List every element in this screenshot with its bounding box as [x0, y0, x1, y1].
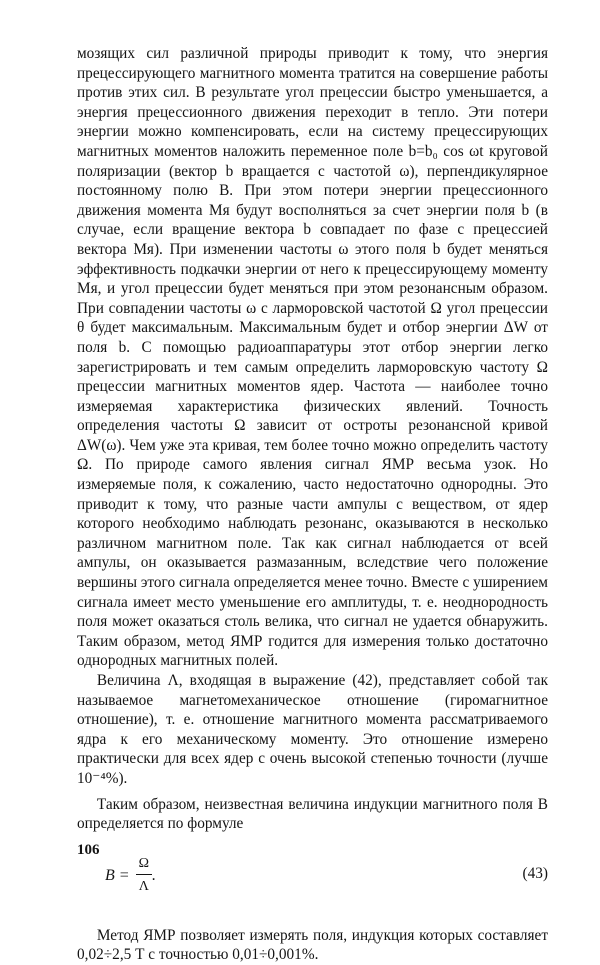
- page-number: 106: [77, 842, 100, 858]
- paragraph-formula-intro: Таким образом, неизвестная величина индукции магнитного поля B определяется по формуле: [77, 795, 548, 833]
- body-text: [77, 44, 548, 965]
- equation-number: (43): [522, 864, 548, 882]
- paragraph-nmr-precession: мозящих сил различной природы приводит к тому, что энергия прецессирующего магнитного момента тратится на совершение работы против этих сил. В результате угол прецессии быстро уменьшается, а энергия прецессионного движения переходит в тепло. Эти потери энергии можно компенсировать, если на систему прецессирующих магнитных моментов наложить переменное поле b=b₀ cos ωt круговой поляризации (вектор b вращается с частотой ω), перпендикулярное постоянному полю B. При этом потери энергии прецессионного движения момента Mя будут восполняться за счет энергии поля b (в случае, если вращение вектора b совпадает по фазе с прецессией вектора Mя). При изменении частоты ω этого поля b будет меняться эффективность подкачки энергии от него к прецессирующему моменту Mя, и угол прецессии будет меняться при этом резонансным образом. При совпадении частоты ω с ларморовской частотой Ω угол прецессии θ будет максимальным. Максимальным будет и отбор энергии ΔW от поля b. С помощью радиоаппаратуры этот отбор энергии легко зарегистрировать и тем самым определить ларморовскую частоту Ω прецессии магнитных моментов ядер. Частота — наиболее точно измеряемая характеристика физических явлений. Точность определения частоты Ω зависит от остроты резонансной кривой ΔW(ω). Чем уже эта кривая, тем более точно можно определить частоту Ω. По природе самого явления сигнал ЯМР весьма узок. Но измеряемые поля, к сожалению, часто недостаточно однородны. Это приводит к тому, что разные части ампулы с веществом, от ядер которого необходимо наблюдать резонанс, оказываются в несколько различном магнитном поле. Так как сигнал наблюдается от всей ампулы, он оказывается размазанным, вследствие чего положение вершины этого сигнала определяется менее точно. Вместе с уширением сигнала имеет место уменьшение его амплитуды, т. е. неоднородность поля может оказаться столь велика, что сигнал не удается обнаружить. Таким образом, метод ЯМР годится для измерения только достаточно однородных магнитных полей.: [77, 45, 548, 670]
- formula-trailing-dot: .: [151, 866, 156, 884]
- formula-fraction: [136, 854, 152, 897]
- paragraph-method-range: Метод ЯМР позволяет измерять поля, индукция которых составляет 0,02÷2,5 Т с точностью 0,01÷0,001%.: [77, 926, 548, 964]
- formula-numerator: Ω: [136, 854, 152, 876]
- formula-denominator: Λ: [138, 879, 149, 895]
- formula-expression: [105, 854, 156, 897]
- formula-lhs: B =: [105, 866, 130, 884]
- formula-43: [77, 842, 548, 912]
- paragraph-gyromagnetic-ratio: Величина Λ, входящая в выражение (42), представляет собой так называемое магнетомеханическое отношение (гиромагнитное отношение), т. е. отношение магнитного момента рассматриваемого ядра к его механическому моменту. Это отношение измерено практически для всех ядер с очень высокой степенью точности (лучше 10⁻⁴%).: [77, 672, 548, 787]
